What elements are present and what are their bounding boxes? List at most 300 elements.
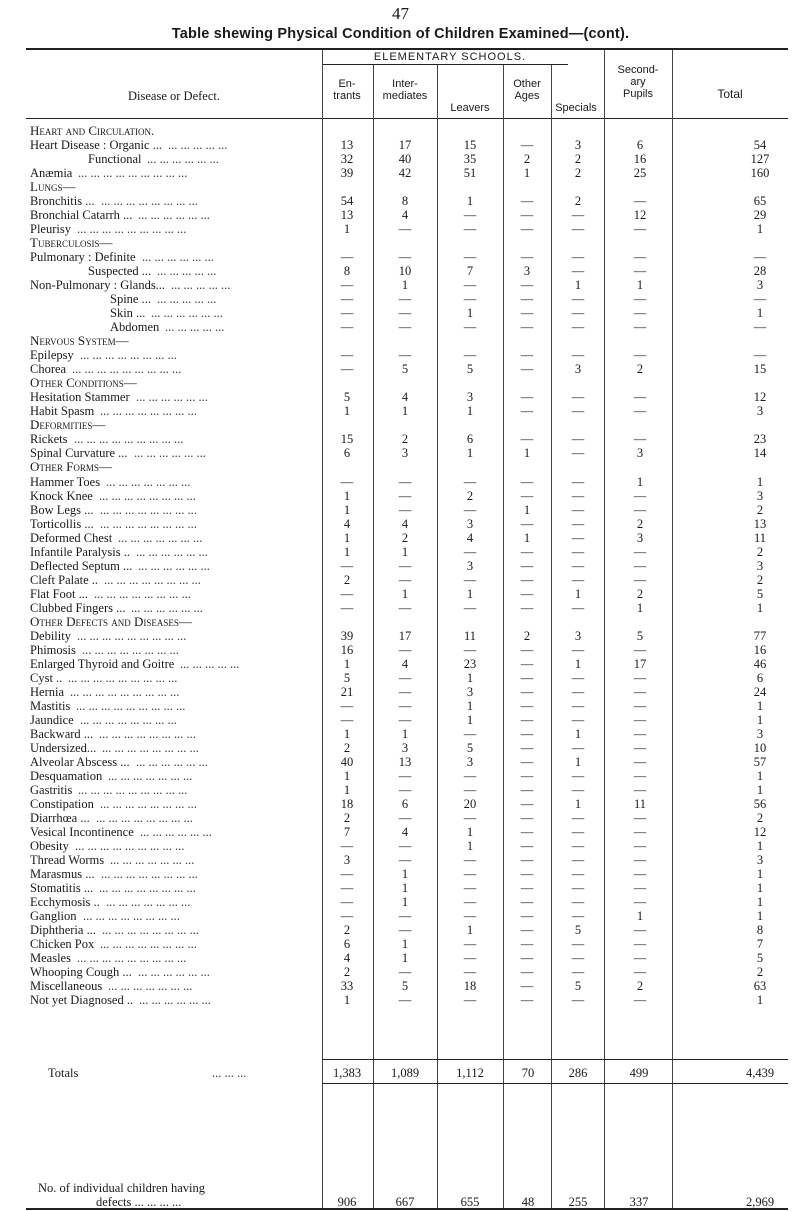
cell-other-ages: 2 — [523, 628, 531, 643]
cell-intermediates: — — [398, 558, 412, 573]
cell-other-ages: — — [520, 684, 534, 699]
cell-intermediates: — — [398, 306, 412, 321]
cell-specials: — — [571, 810, 585, 825]
row-label: Jaundice — [30, 712, 74, 727]
cell-entrants: 2 — [343, 572, 351, 587]
cell-total: 14 — [753, 446, 767, 461]
cell-specials: — — [571, 502, 585, 517]
cell-secondary: — — [633, 390, 647, 405]
cell-specials: — — [571, 684, 585, 699]
cell-specials: — — [571, 250, 585, 265]
leader-dots: ... ... ... ... ... — [165, 320, 225, 335]
cell-intermediates: 1 — [401, 867, 409, 882]
cell-entrants: — — [340, 881, 354, 896]
leader-dots: ... ... ... ... ... — [157, 292, 217, 307]
cell-entrants: 1 — [343, 530, 351, 545]
cell-leavers: 35 — [463, 152, 477, 167]
row-label: Not yet Diagnosed .. — [30, 993, 134, 1008]
cell-total: 5 — [756, 586, 764, 601]
header-secondary: Second- ary Pupils — [617, 64, 659, 100]
leader-dots: ... ... ... ... ... ... ... ... — [100, 404, 197, 419]
row-label: Pleurisy — [30, 222, 71, 237]
cell-specials: — — [571, 390, 585, 405]
row-label: Cyst .. — [30, 670, 63, 685]
cell-leavers: — — [463, 881, 477, 896]
leader-dots: ... ... ... ... ... — [171, 278, 231, 293]
row-label: Abdomen — [110, 320, 160, 335]
cell-other-ages: 1 — [523, 530, 531, 545]
cell-secondary: — — [633, 810, 647, 825]
cell-total: — — [753, 320, 767, 335]
cell-other-ages: — — [520, 796, 534, 811]
leader-dots: ... ... ... ... ... ... — [140, 825, 212, 839]
cell-leavers: 1 — [466, 839, 474, 854]
cell-intermediates: 1 — [401, 278, 409, 293]
cell-entrants: — — [340, 839, 354, 854]
leader-dots: ... ... ... ... ... ... — [138, 965, 210, 980]
cell-total: 3 — [756, 726, 764, 741]
cell-entrants: 5 — [343, 390, 351, 405]
cell-total: 1 — [756, 600, 764, 615]
cell-specials: — — [571, 222, 585, 237]
cell-total: 3 — [756, 488, 764, 503]
cell-total: 1 — [756, 867, 764, 882]
table-row — [0, 278, 801, 292]
cell-total: 2 — [756, 502, 764, 517]
cell-total: 11 — [753, 530, 767, 545]
cell-intermediates: 17 — [398, 138, 412, 153]
row-label: Anæmia — [30, 166, 73, 181]
leader-dots: ... ... ... ... ... ... ... ... — [80, 348, 177, 363]
cell-leavers: — — [463, 726, 477, 741]
cell-secondary: — — [633, 951, 647, 966]
cell-secondary: — — [633, 488, 647, 503]
cell-other-ages: 1 — [523, 446, 531, 461]
cell-intermediates: — — [398, 965, 412, 980]
individual-other-ages: 48 — [521, 1195, 535, 1209]
cell-specials: — — [571, 740, 585, 755]
row-label: Habit Spasm — [30, 404, 95, 419]
cell-secondary: 2 — [636, 516, 644, 531]
leader-dots: ... ... ... ... ... ... ... ... — [99, 726, 196, 741]
section-label: Other Forms— — [30, 459, 112, 475]
cell-other-ages: — — [520, 474, 534, 489]
cell-secondary: 5 — [636, 628, 644, 643]
cell-entrants: — — [340, 909, 354, 924]
cell-other-ages: — — [520, 965, 534, 980]
cell-entrants: 21 — [340, 684, 354, 699]
table-row — [0, 531, 801, 545]
table-row — [0, 446, 801, 460]
cell-intermediates: — — [398, 810, 412, 825]
leader-dots: ... ... ... ... ... ... ... ... ... — [72, 362, 182, 377]
leader-dots: ... ... ... ... ... ... ... — [106, 474, 191, 489]
cell-entrants: — — [340, 895, 354, 910]
cell-leavers: 1 — [466, 306, 474, 321]
cell-secondary: — — [633, 768, 647, 783]
page-title: Table shewing Physical Condition of Children Examined—(cont). — [171, 26, 630, 42]
header-total: Total — [717, 87, 743, 101]
cell-total: 2 — [756, 810, 764, 825]
cell-specials: — — [571, 600, 585, 615]
table-row — [0, 881, 801, 895]
leader-dots: ... ... ... ... — [131, 1195, 182, 1209]
cell-other-ages: — — [520, 292, 534, 307]
cell-intermediates: 4 — [401, 656, 409, 671]
cell-other-ages: — — [520, 250, 534, 265]
leader-dots: ... ... ... ... ... ... ... ... — [102, 923, 199, 938]
cell-specials: 1 — [574, 656, 582, 671]
cell-leavers: — — [463, 292, 477, 307]
leader-dots: ... ... ... ... ... ... ... ... — [101, 194, 198, 209]
cell-other-ages: — — [520, 488, 534, 503]
leader-dots: ... ... ... ... ... ... — [138, 558, 210, 573]
row-label: Hernia — [30, 684, 65, 699]
cell-entrants: 32 — [340, 152, 354, 167]
cell-intermediates: — — [398, 853, 412, 868]
cell-intermediates: 2 — [401, 530, 409, 545]
cell-total: 13 — [753, 516, 767, 531]
cell-other-ages: — — [520, 881, 534, 896]
cell-intermediates: — — [398, 698, 412, 713]
cell-entrants: 2 — [343, 740, 351, 755]
cell-specials: — — [571, 348, 585, 363]
cell-total: 12 — [753, 390, 767, 405]
cell-secondary: 2 — [636, 586, 644, 601]
cell-other-ages: — — [520, 923, 534, 938]
cell-total: 1 — [756, 306, 764, 321]
cell-secondary: 3 — [636, 446, 644, 461]
cell-entrants: — — [340, 278, 354, 293]
cell-specials: — — [571, 825, 585, 839]
cell-entrants: 1 — [343, 544, 351, 559]
cell-secondary: 1 — [636, 278, 644, 293]
cell-secondary: 11 — [633, 796, 647, 811]
cell-other-ages: — — [520, 138, 534, 153]
leader-dots: ... ... ... ... ... ... — [147, 152, 219, 167]
cell-total: 1 — [756, 768, 764, 783]
cell-total: 160 — [750, 166, 770, 181]
cell-intermediates: — — [398, 320, 412, 335]
cell-leavers: — — [463, 867, 477, 882]
row-label: Infantile Paralysis .. — [30, 544, 130, 559]
cell-intermediates: — — [398, 474, 412, 489]
cell-leavers: — — [463, 965, 477, 980]
table-row — [0, 783, 801, 797]
cell-secondary: — — [633, 264, 647, 279]
row-label: Diphtheria ... — [30, 923, 96, 938]
cell-other-ages: — — [520, 754, 534, 769]
cell-entrants: — — [340, 474, 354, 489]
cell-intermediates: — — [398, 993, 412, 1008]
individual-entrants: 906 — [337, 1195, 357, 1209]
cell-secondary: — — [633, 754, 647, 769]
cell-total: 1 — [756, 698, 764, 713]
table-row — [0, 979, 801, 993]
leader-dots: ... ... ... ... ... ... ... ... ... — [68, 670, 178, 685]
cell-leavers: 3 — [466, 390, 474, 405]
cell-secondary: — — [633, 965, 647, 980]
row-label: Stomatitis ... — [30, 881, 94, 896]
cell-intermediates: 6 — [401, 796, 409, 811]
cell-intermediates: — — [398, 222, 412, 237]
cell-leavers: 1 — [466, 404, 474, 419]
leader-dots: ... ... ... ... ... ... ... ... ... — [78, 166, 188, 181]
totals-secondary: 499 — [629, 1066, 649, 1080]
table-row — [0, 825, 801, 839]
row-label: Spine ... — [110, 292, 151, 307]
cell-total: 28 — [753, 264, 767, 279]
cell-intermediates: — — [398, 292, 412, 307]
cell-total: 1 — [756, 881, 764, 896]
row-label: Epilepsy — [30, 348, 74, 363]
cell-specials: 1 — [574, 726, 582, 741]
cell-intermediates: — — [398, 250, 412, 265]
leader-dots: ... ... ... ... ... ... — [134, 446, 206, 461]
cell-other-ages: — — [520, 320, 534, 335]
header-intermediates: Inter- mediates — [382, 78, 428, 102]
cell-entrants: 2 — [343, 965, 351, 980]
cell-specials: — — [571, 544, 585, 559]
cell-leavers: 6 — [466, 432, 474, 447]
cell-entrants: 1 — [343, 656, 351, 671]
cell-secondary: 2 — [636, 362, 644, 377]
cell-secondary: — — [633, 292, 647, 307]
leader-dots: ... ... ... ... ... ... ... ... — [100, 516, 197, 531]
row-label: Miscellaneous — [30, 979, 103, 994]
cell-other-ages: — — [520, 782, 534, 797]
cell-other-ages: 1 — [523, 166, 531, 181]
row-label: Phimosis — [30, 642, 76, 657]
cell-total: 3 — [756, 278, 764, 293]
cell-intermediates: 10 — [398, 264, 412, 279]
cell-secondary: 16 — [633, 152, 647, 167]
cell-secondary: — — [633, 502, 647, 517]
cell-leavers: — — [463, 782, 477, 797]
table-row — [0, 264, 801, 278]
cell-leavers: 1 — [466, 446, 474, 461]
cell-secondary: — — [633, 839, 647, 854]
row-label: Skin ... — [110, 306, 146, 321]
cell-total: 77 — [753, 628, 767, 643]
cell-secondary: — — [633, 572, 647, 587]
cell-total: 1 — [756, 712, 764, 727]
section-header — [0, 334, 801, 348]
table-row — [0, 503, 801, 517]
cell-total: 1 — [756, 222, 764, 237]
cell-entrants: 33 — [340, 979, 354, 994]
table-row — [0, 839, 801, 853]
leader-dots: ... ... ... ... ... ... ... ... — [104, 572, 201, 587]
cell-entrants: — — [340, 362, 354, 377]
row-label: Undersized... — [30, 740, 97, 755]
cell-entrants: 13 — [340, 138, 354, 153]
row-label: Backward ... — [30, 726, 94, 741]
cell-total: 1 — [756, 909, 764, 924]
cell-other-ages: — — [520, 712, 534, 727]
leader-dots: ... ... ... ... ... ... ... — [106, 895, 191, 910]
cell-specials: — — [571, 965, 585, 980]
header-disease: Disease or Defect. — [128, 89, 220, 103]
leader-dots: ... ... ... ... ... ... ... ... — [99, 881, 196, 896]
row-label: Bronchitis ... — [30, 194, 95, 209]
cell-secondary: 1 — [636, 909, 644, 924]
section-label: Heart and Circulation. — [30, 123, 155, 138]
cell-intermediates: — — [398, 488, 412, 503]
leader-dots: ... ... ... ... ... ... ... ... — [83, 909, 180, 924]
cell-intermediates: 1 — [401, 937, 409, 952]
cell-intermediates: 40 — [398, 152, 412, 167]
cell-total: 1 — [756, 782, 764, 797]
cell-total: 12 — [753, 825, 767, 839]
cell-other-ages: — — [520, 586, 534, 601]
cell-intermediates: 1 — [401, 726, 409, 741]
row-label: Constipation — [30, 796, 94, 811]
section-header — [0, 180, 801, 194]
cell-other-ages: — — [520, 853, 534, 868]
cell-other-ages: — — [520, 390, 534, 405]
leader-dots: ... ... ... ... ... — [168, 138, 228, 153]
leader-dots: ... ... ... ... ... ... ... ... ... — [76, 698, 186, 713]
section-header — [0, 615, 801, 629]
cell-leavers: — — [463, 909, 477, 924]
cell-specials: — — [571, 909, 585, 924]
cell-intermediates: — — [398, 642, 412, 657]
leader-dots: ... ... ... ... ... ... — [136, 754, 208, 769]
row-label: Thread Worms — [30, 853, 105, 868]
cell-entrants: 2 — [343, 923, 351, 938]
header-elementary-schools: ELEMENTARY SCHOOLS. — [373, 51, 527, 63]
totals-label: Totals — [48, 1066, 79, 1080]
cell-other-ages: — — [520, 810, 534, 825]
cell-total: 1 — [756, 993, 764, 1008]
cell-secondary: — — [633, 825, 647, 839]
table-row — [0, 643, 801, 657]
table-row — [0, 685, 801, 699]
leader-dots: ... ... ... ... ... ... ... ... — [101, 867, 198, 882]
individual-specials: 255 — [568, 1195, 588, 1209]
cell-other-ages: — — [520, 670, 534, 685]
section-label: Other Defects and Diseases— — [30, 613, 192, 629]
cell-leavers: — — [463, 810, 477, 825]
cell-leavers: — — [463, 951, 477, 966]
cell-specials: — — [571, 446, 585, 461]
leader-dots: ... ... ... ... ... ... — [139, 993, 211, 1008]
table-row — [0, 811, 801, 825]
cell-entrants: — — [340, 292, 354, 307]
cell-secondary: — — [633, 895, 647, 910]
cell-specials: — — [571, 839, 585, 854]
leader-dots: ... ... ... ... ... — [157, 264, 217, 279]
row-label: Ecchymosis .. — [30, 895, 100, 910]
table-row — [0, 699, 801, 713]
cell-specials: — — [571, 558, 585, 573]
cell-intermediates: 4 — [401, 516, 409, 531]
cell-secondary: 6 — [636, 138, 644, 153]
cell-other-ages: 2 — [523, 152, 531, 167]
totals-intermediates: 1,089 — [390, 1066, 420, 1080]
cell-total: 29 — [753, 208, 767, 223]
cell-leavers: 1 — [466, 825, 474, 839]
cell-entrants: 40 — [340, 754, 354, 769]
leader-dots: ... ... ... — [212, 1066, 247, 1080]
cell-entrants: — — [340, 320, 354, 335]
cell-specials: 1 — [574, 278, 582, 293]
cell-specials: — — [571, 320, 585, 335]
cell-leavers: 4 — [466, 530, 474, 545]
cell-total: 2 — [756, 965, 764, 980]
cell-leavers: — — [463, 278, 477, 293]
table-row — [0, 138, 801, 152]
cell-intermediates: 1 — [401, 404, 409, 419]
leader-dots: ... ... ... ... ... ... ... ... ... — [77, 628, 187, 643]
table-row — [0, 601, 801, 615]
cell-leavers: — — [463, 572, 477, 587]
cell-entrants: — — [340, 600, 354, 615]
row-label: Chorea — [30, 362, 67, 377]
cell-entrants: 1 — [343, 782, 351, 797]
section-label: Deformities— — [30, 417, 106, 433]
leader-dots: ... ... ... ... ... ... ... ... ... — [77, 222, 187, 237]
cell-other-ages: — — [520, 993, 534, 1008]
cell-secondary: 17 — [633, 656, 647, 671]
cell-entrants: — — [340, 306, 354, 321]
leader-dots: ... ... ... ... ... ... ... — [108, 979, 193, 994]
cell-entrants: 16 — [340, 642, 354, 657]
cell-total: 3 — [756, 404, 764, 419]
cell-entrants: 1 — [343, 488, 351, 503]
individual-leavers: 655 — [460, 1195, 480, 1209]
cell-intermediates: — — [398, 712, 412, 727]
section-header — [0, 236, 801, 250]
cell-leavers: — — [463, 642, 477, 657]
leader-dots: ... ... ... ... ... ... ... ... — [94, 586, 191, 601]
cell-total: 1 — [756, 839, 764, 854]
cell-entrants: 2 — [343, 810, 351, 825]
cell-leavers: — — [463, 250, 477, 265]
section-label: Nervous System— — [30, 333, 129, 349]
individual-label-defects: defects — [96, 1195, 132, 1209]
leader-dots: ... ... ... ... ... ... ... ... — [96, 810, 193, 825]
cell-leavers: 1 — [466, 698, 474, 713]
row-label: Obesity — [30, 839, 69, 854]
individual-row — [0, 1195, 801, 1209]
cell-specials: — — [571, 488, 585, 503]
cell-intermediates: — — [398, 502, 412, 517]
header-leavers: Leavers — [450, 102, 490, 114]
cell-entrants: 1 — [343, 993, 351, 1008]
table-row — [0, 250, 801, 264]
table-row — [0, 741, 801, 755]
cell-total: 2 — [756, 544, 764, 559]
cell-entrants: 1 — [343, 222, 351, 237]
cell-intermediates: — — [398, 923, 412, 938]
cell-specials: — — [571, 867, 585, 882]
leader-dots: ... ... ... ... ... ... ... ... ... — [78, 782, 188, 797]
table-row — [0, 629, 801, 643]
table-row — [0, 657, 801, 671]
cell-total: 16 — [753, 642, 767, 657]
leader-dots: ... ... ... ... ... ... — [136, 390, 208, 405]
cell-leavers: 23 — [463, 656, 477, 671]
row-label: Gastritis — [30, 782, 73, 797]
row-label: Debility — [30, 628, 71, 643]
table-row — [0, 348, 801, 362]
cell-secondary: — — [633, 670, 647, 685]
cell-specials: — — [571, 881, 585, 896]
cell-leavers: — — [463, 544, 477, 559]
cell-specials: 2 — [574, 152, 582, 167]
